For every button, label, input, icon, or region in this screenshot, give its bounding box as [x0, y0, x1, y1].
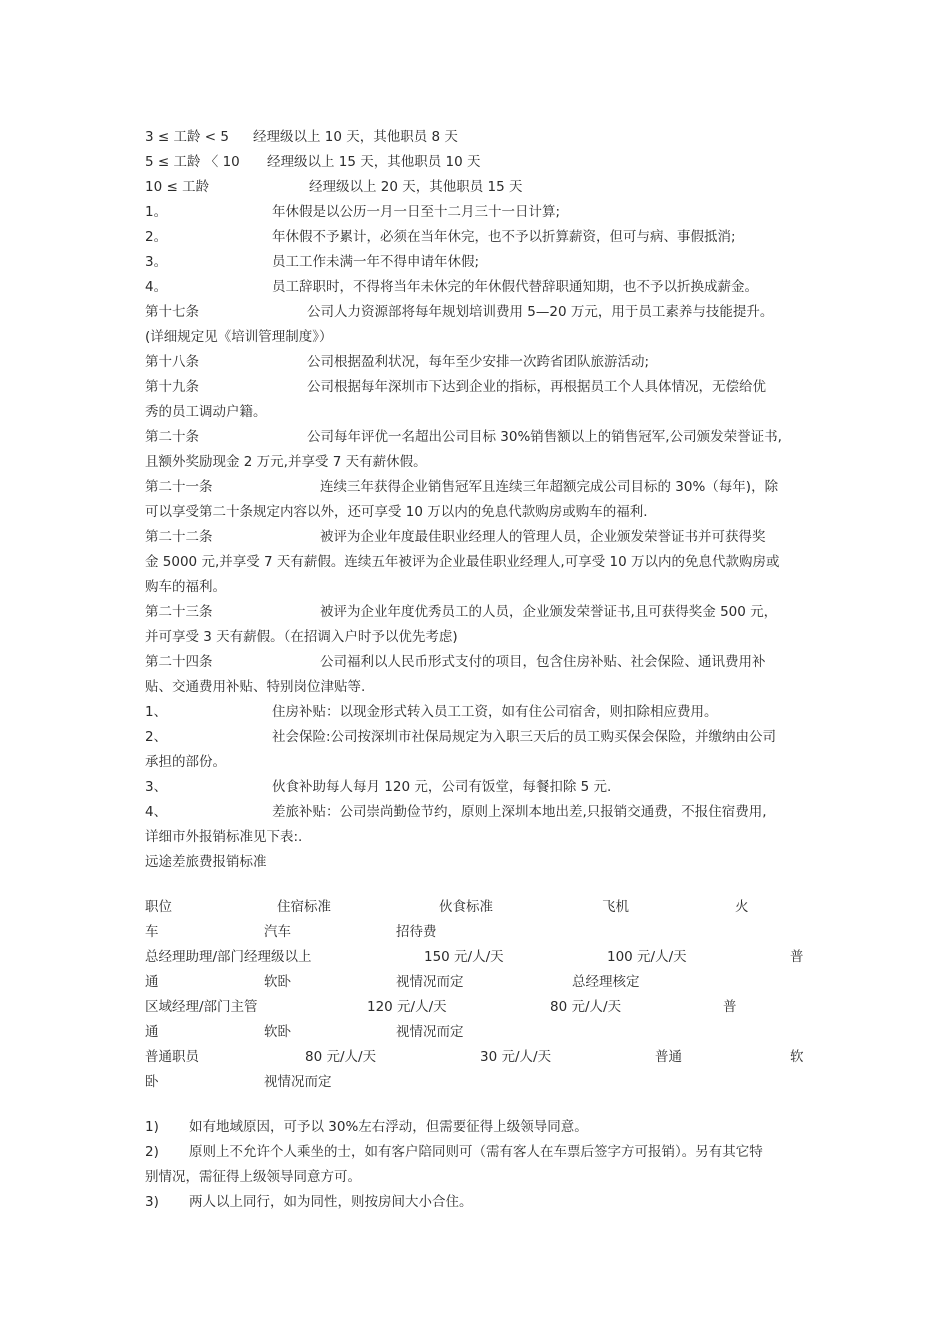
note-continuation: 别情况，需征得上级领导同意方可。	[145, 1169, 361, 1185]
article-continuation: 秀的员工调动户籍。	[145, 404, 267, 420]
cell-bus: 视情况而定	[264, 1074, 332, 1090]
header-meals: 伙食标准	[439, 899, 493, 915]
article-text: 公司人力资源部将每年规划培训费用 5—20 万元，用于员工素养与技能提升。	[307, 304, 774, 320]
article-number: 第二十四条	[145, 654, 213, 670]
header-lodging: 住宿标准	[277, 899, 331, 915]
cell-bus: 视情况而定	[396, 974, 464, 990]
benefit-text: 社会保险:公司按深圳市社保局规定为入职三天后的员工购买保会保险，并缴纳由公司	[272, 729, 777, 745]
article-number: 第二十一条	[145, 479, 213, 495]
note-text: 原则上不允许个人乘坐的士，如有客户陪同则可（需有客人在车票后签字方可报销）。另有其它特	[189, 1144, 763, 1160]
article-number: 第十九条	[145, 379, 199, 395]
rule-text: 员工工作未满一年不得申请年休假;	[272, 254, 480, 270]
cell-train: 软卧	[264, 974, 291, 990]
seniority-range: 3 ≤ 工龄 < 5	[145, 129, 229, 145]
cell-lodging: 120 元/人/天	[367, 999, 447, 1015]
benefit-number: 1、	[145, 704, 168, 720]
article-text: 公司根据盈利状况，每年至少安排一次跨省团队旅游活动;	[307, 354, 650, 370]
article-number: 第十八条	[145, 354, 199, 370]
cell-meals: 100 元/人/天	[607, 949, 687, 965]
rule-text: 年休假是以公历一月一日至十二月三十一日计算;	[272, 204, 561, 220]
article-continuation: 且额外奖励现金 2 万元,并享受 7 天有薪休假。	[145, 454, 427, 470]
cell-position: 总经理助理/部门经理级以上	[145, 949, 312, 965]
header-train-part: 火	[735, 899, 749, 915]
article-text: 公司根据每年深圳市下达到企业的指标，再根据员工个人具体情况，无偿给优	[307, 379, 766, 395]
rule-number: 2。	[145, 229, 168, 245]
article-text: 公司福利以人民币形式支付的项目，包含住房补贴、社会保险、通讯费用补	[320, 654, 766, 670]
rule-text: 年休假不予累计，必须在当年休完，也不予以折算薪资，但可与病、事假抵消;	[272, 229, 736, 245]
benefit-number: 4、	[145, 804, 168, 820]
article-continuation: 贴、交通费用补贴、特别岗位津贴等.	[145, 679, 366, 695]
header-bus: 汽车	[264, 924, 291, 940]
cell-train: 软	[790, 1049, 804, 1065]
header-train-part: 车	[145, 924, 159, 940]
cell-plane: 通	[145, 1024, 159, 1040]
note-number: 1)	[145, 1119, 159, 1135]
seniority-days: 经理级以上 10 天，其他职员 8 天	[253, 129, 458, 145]
cell-lodging: 80 元/人/天	[305, 1049, 377, 1065]
cell-position: 区域经理/部门主管	[145, 999, 258, 1015]
cell-meals: 80 元/人/天	[550, 999, 622, 1015]
cell-plane: 普通	[655, 1049, 682, 1065]
header-position: 职位	[145, 899, 172, 915]
seniority-range: 5 ≤ 工龄 〈 10	[145, 154, 240, 170]
note-number: 2)	[145, 1144, 159, 1160]
benefit-continuation: 详细市外报销标准见下表:.	[145, 829, 303, 845]
benefit-text: 差旅补贴：公司崇尚勤俭节约，原则上深圳本地出差,只报销交通费，不报住宿费用,	[272, 804, 767, 820]
note-number: 3)	[145, 1194, 159, 1210]
cell-hosting: 总经理核定	[572, 974, 640, 990]
benefit-number: 2、	[145, 729, 168, 745]
article-continuation: 购车的福利。	[145, 579, 226, 595]
note-text: 如有地域原因，可予以 30%左右浮动，但需要征得上级领导同意。	[189, 1119, 588, 1135]
cell-bus: 视情况而定	[396, 1024, 464, 1040]
header-hosting: 招待费	[396, 924, 437, 940]
article-text: 连续三年获得企业销售冠军且连续三年超额完成公司目标的 30%（每年)，除	[320, 479, 779, 495]
cell-plane: 普	[723, 999, 737, 1015]
cell-lodging: 150 元/人/天	[424, 949, 504, 965]
rule-number: 3。	[145, 254, 168, 270]
cell-meals: 30 元/人/天	[480, 1049, 552, 1065]
rule-text: 员工辞职时，不得将当年未休完的年休假代替辞职通知期，也不予以折换成薪金。	[272, 279, 758, 295]
seniority-range: 10 ≤ 工龄	[145, 179, 210, 195]
header-plane: 飞机	[602, 899, 629, 915]
rule-number: 4。	[145, 279, 168, 295]
article-number: 第二十条	[145, 429, 199, 445]
article-continuation: (详细规定见《培训管理制度》）	[145, 329, 333, 345]
article-continuation: 并可享受 3 天有薪假。（在招调入户时予以优先考虑)	[145, 629, 458, 645]
article-text: 公司每年评优一名超出公司目标 30%销售额以上的销售冠军,公司颁发荣誉证书,	[307, 429, 782, 445]
benefit-number: 3、	[145, 779, 168, 795]
note-text: 两人以上同行，如为同性，则按房间大小合住。	[189, 1194, 473, 1210]
benefit-text: 伙食补助每人每月 120 元，公司有饭堂，每餐扣除 5 元.	[272, 779, 612, 795]
benefit-continuation: 承担的部份。	[145, 754, 226, 770]
article-text: 被评为企业年度最佳职业经理人的管理人员，企业颁发荣誉证书并可获得奖	[320, 529, 766, 545]
article-continuation: 可以享受第二十条规定内容以外，还可享受 10 万以内的免息代款购房或购车的福利.	[145, 504, 648, 520]
travel-table-title: 远途差旅费报销标准	[145, 854, 267, 870]
rule-number: 1。	[145, 204, 168, 220]
article-number: 第十七条	[145, 304, 199, 320]
cell-position: 普通职员	[145, 1049, 199, 1065]
cell-plane: 普	[790, 949, 804, 965]
cell-train: 卧	[145, 1074, 159, 1090]
cell-plane: 通	[145, 974, 159, 990]
article-number: 第二十二条	[145, 529, 213, 545]
seniority-days: 经理级以上 20 天，其他职员 15 天	[309, 179, 523, 195]
seniority-days: 经理级以上 15 天，其他职员 10 天	[267, 154, 481, 170]
article-text: 被评为企业年度优秀员工的人员，企业颁发荣誉证书,且可获得奖金 500 元，	[320, 604, 778, 620]
cell-train: 软卧	[264, 1024, 291, 1040]
article-number: 第二十三条	[145, 604, 213, 620]
benefit-text: 住房补贴：以现金形式转入员工工资，如有住公司宿舍，则扣除相应费用。	[272, 704, 718, 720]
article-continuation: 金 5000 元,并享受 7 天有薪假。连续五年被评为企业最佳职业经理人,可享受 10 万以内的免息代款购房或	[145, 554, 780, 570]
